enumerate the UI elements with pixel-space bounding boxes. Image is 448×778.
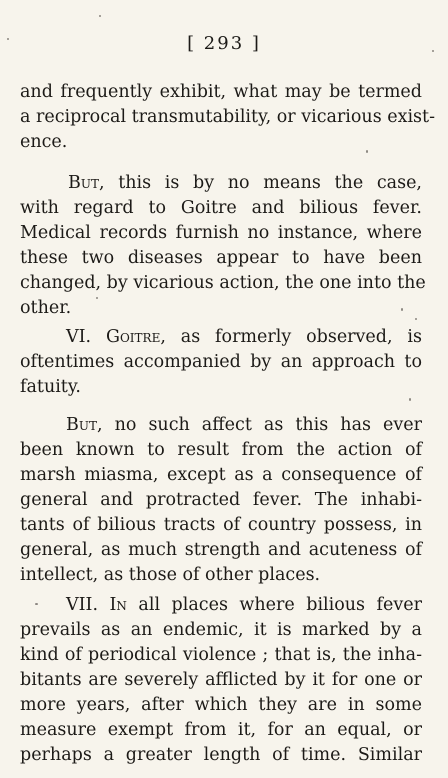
paper-speck <box>432 50 434 52</box>
paragraph-2 <box>20 171 426 321</box>
text-line: But, no such affect as this has ever <box>66 415 422 435</box>
text-line: Medical records furnish no instance, where <box>20 223 422 243</box>
text-line: and frequently exhibit, what may be termed <box>20 82 422 102</box>
paper-speck <box>99 15 101 17</box>
text-line: general, as much strength and acuteness of <box>20 540 422 560</box>
lead-word: But <box>66 415 97 435</box>
text-line: oftentimes accompanied by an approach to <box>20 352 422 372</box>
text-line: other. <box>20 298 72 318</box>
paper-speck <box>35 603 38 605</box>
text-line: marsh miasma, except as a consequence of <box>20 465 422 485</box>
text-line: these two diseases appear to have been <box>20 248 422 268</box>
paper-speck <box>401 308 403 311</box>
text-line: been known to result from the action of <box>20 440 422 460</box>
text-line: perhaps a greater length of time. Similar <box>20 745 422 765</box>
text-line: prevails as an endemic, it is marked by a <box>20 620 422 640</box>
paragraph-3 <box>20 325 422 400</box>
text-line: tants of bilious tracts of country possess, in <box>20 515 422 535</box>
paragraph-1 <box>20 80 435 155</box>
paper-speck <box>409 398 411 401</box>
text-line: with regard to Goitre and bilious fever. <box>20 198 422 218</box>
text-line: measure exempt from it, for an equal, or <box>20 720 422 740</box>
text-line: kind of periodical violence ; that is, the inha- <box>20 645 422 665</box>
paper-speck <box>96 297 98 299</box>
text-line: general and protracted fever. The inhabi- <box>20 490 422 510</box>
section-heading: VII. In <box>66 595 127 615</box>
lead-word: But <box>68 173 99 193</box>
text-line: ence. <box>20 132 68 152</box>
text-line: a reciprocal transmutability, or vicarious exist- <box>20 107 435 127</box>
text-line: intellect, as those of other places. <box>20 565 321 585</box>
text-line: more years, after which they are in some <box>20 695 422 715</box>
text-line: bitants are severely afflicted by it for one or <box>20 670 422 690</box>
paragraph-5 <box>20 593 422 768</box>
text-line: VII. In all places where bilious fever <box>66 595 422 615</box>
paragraph-4 <box>20 413 422 588</box>
paper-speck <box>366 150 368 153</box>
paper-speck <box>415 318 417 320</box>
paper-speck <box>7 38 9 40</box>
text-line: fatuity. <box>20 377 81 397</box>
text-line: VI. Goitre, as formerly observed, is <box>66 327 422 347</box>
text-line: But, this is by no means the case, <box>68 173 422 193</box>
page-number: [ 293 ] <box>187 33 261 54</box>
text-line: changed, by vicarious action, the one into the <box>20 273 426 293</box>
section-heading: VI. Goitre <box>66 327 161 347</box>
